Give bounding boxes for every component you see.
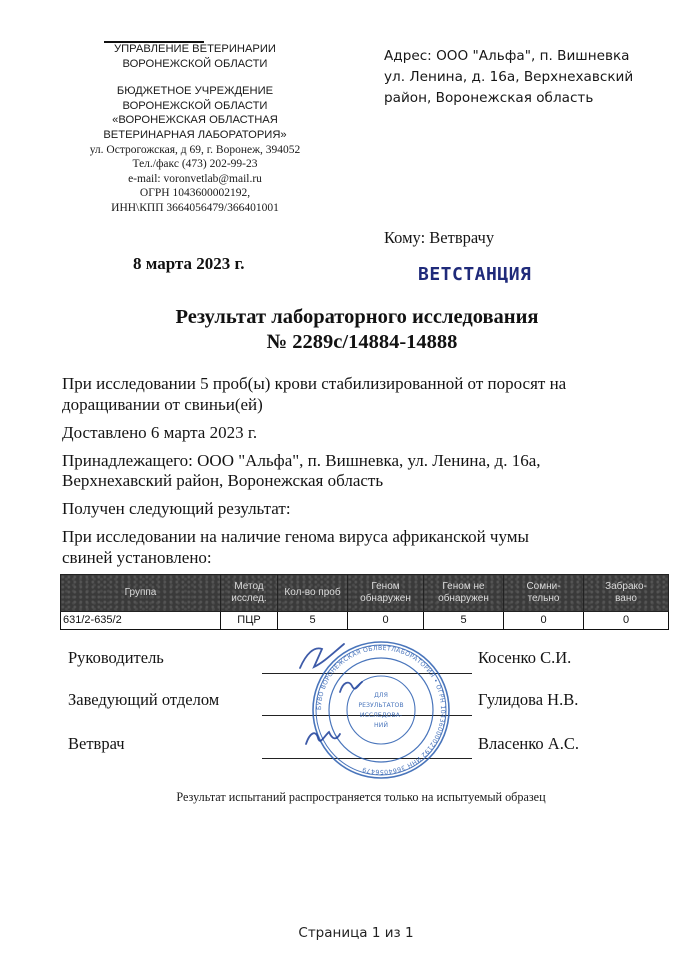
org-line: УПРАВЛЕНИЕ ВЕТЕРИНАРИИ — [60, 42, 330, 57]
signature-role: Руководитель — [68, 648, 164, 667]
table-column-header — [61, 575, 221, 612]
stamp-center-line: ИССЛЕДОВА- — [359, 712, 403, 719]
signatory-name: Власенко А.С. — [478, 734, 579, 753]
org-email: e-mail: voronvetlab@mail.ru — [128, 172, 262, 185]
signature-role: Ветврач — [68, 734, 125, 753]
results-table — [60, 574, 669, 630]
table-header-row — [61, 575, 669, 612]
table-cell: 0 — [584, 612, 669, 630]
table-column-header — [504, 575, 584, 612]
recipient-stamp: ВЕТСТАНЦИЯ — [418, 264, 532, 285]
column-header-line: исслед. — [231, 593, 267, 604]
result-intro: Получен следующий результат: — [62, 499, 291, 518]
table-column-header — [584, 575, 669, 612]
body-line: доращивании от свиньи(ей) — [62, 394, 263, 414]
table-column-header — [424, 575, 504, 612]
org-address: ул. Острогожская, д 69, г. Воронеж, 394052 — [89, 143, 301, 156]
org-spacer — [60, 71, 330, 84]
table-column-header — [278, 575, 348, 612]
org-line: ВОРОНЕЖСКОЙ ОБЛАСТИ — [122, 57, 268, 70]
signature-head-of-department — [340, 682, 362, 692]
column-header-line: обнаружен — [360, 593, 411, 604]
stamp-center-line: НИЙ — [374, 722, 388, 729]
signatory-name: Гулидова Н.В. — [478, 690, 579, 709]
address-line: ул. Ленина, д. 16а, Верхнехавский — [384, 69, 634, 85]
column-header-line: Сомни- — [526, 581, 561, 592]
column-header-line: тельно — [527, 593, 560, 604]
body-line: свиней установлено: — [62, 547, 212, 567]
column-header-line: вано — [615, 593, 637, 604]
page-indicator — [0, 925, 692, 942]
org-line: БЮДЖЕТНОЕ УЧРЕЖДЕНИЕ — [116, 85, 274, 98]
table-cell: ПЦР — [221, 612, 278, 630]
table-row — [61, 612, 669, 630]
recipient-line: Кому: Ветврачу — [384, 228, 495, 247]
org-phone: Тел./факс (473) 202-99-23 — [132, 158, 258, 171]
delivered-date: Доставлено 6 марта 2023 г. — [62, 422, 258, 442]
table-cell: 0 — [504, 612, 584, 630]
column-header-line: Забрако- — [605, 581, 647, 592]
table-cell: 5 — [424, 612, 504, 630]
stamp-outer-text: БУВО ВОРОНЕЖСКАЯ ОБЛВЕТЛАБОРАТОРИЯ • ОГРН 1043600002192 ИНН 3664056479 — [315, 644, 447, 776]
study-description — [62, 374, 662, 415]
org-line: ВЕТЕРИНАРНАЯ ЛАБОРАТОРИЯ» — [103, 128, 287, 141]
document-date: 8 марта 2023 г. — [133, 254, 245, 273]
official-stamp — [292, 640, 470, 780]
owner-description — [62, 451, 662, 492]
organization-header — [60, 42, 330, 216]
document-title — [0, 305, 692, 355]
column-header-line: Геном — [371, 581, 400, 592]
stamp-center-text — [358, 692, 403, 729]
address-line: район, Воронежская область — [384, 90, 594, 106]
table-cell: 0 — [348, 612, 424, 630]
stamp-center-line: ДЛЯ — [374, 692, 388, 699]
table-cell: 631/2-635/2 — [61, 612, 221, 630]
scope-note-text: Результат испытаний распространяется только на испытуемый образец — [176, 790, 546, 804]
document-number: № 2289с/14884-14888 — [266, 331, 458, 353]
signatory-name: Косенко С.И. — [478, 648, 572, 667]
org-ogrn: ОГРН 1043600002192, — [139, 187, 251, 200]
table-column-header — [348, 575, 424, 612]
body-line: Верхнехавский район, Воронежская область — [62, 471, 384, 490]
body-line: При исследовании на наличие генома вируса африканской чумы — [62, 527, 529, 546]
signature-role: Заведующий отделом — [68, 690, 220, 709]
column-header-line: обнаружен — [438, 593, 489, 604]
table-cell: 5 — [278, 612, 348, 630]
document-body — [62, 374, 662, 576]
address-line: Адрес: ООО "Альфа", п. Вишневка — [384, 48, 630, 64]
scope-note — [0, 790, 692, 805]
body-line: При исследовании 5 проб(ы) крови стабилизированной от поросят на — [62, 374, 567, 393]
org-line: ВОРОНЕЖСКОЙ ОБЛАСТИ — [122, 99, 268, 112]
body-line: Принадлежащего: ООО "Альфа", п. Вишневка, ул. Ленина, д. 16а, — [62, 450, 541, 470]
column-header-line: Метод — [234, 581, 264, 592]
recipient-address — [384, 46, 674, 109]
stamp-center-line: РЕЗУЛЬТАТОВ — [358, 702, 404, 709]
column-header-line: Геном не — [442, 581, 485, 592]
title-line: Результат лабораторного исследования — [175, 306, 539, 328]
finding-description — [62, 527, 662, 568]
page-indicator-text: Страница 1 из 1 — [298, 925, 414, 941]
org-line: «ВОРОНЕЖСКАЯ ОБЛАСТНАЯ — [112, 114, 278, 127]
column-header-line: Группа — [124, 587, 157, 598]
table-column-header — [221, 575, 278, 612]
org-inn: ИНН\КПП 3664056479/366401001 — [111, 201, 279, 214]
column-header-line: Кол-во проб — [284, 587, 341, 598]
